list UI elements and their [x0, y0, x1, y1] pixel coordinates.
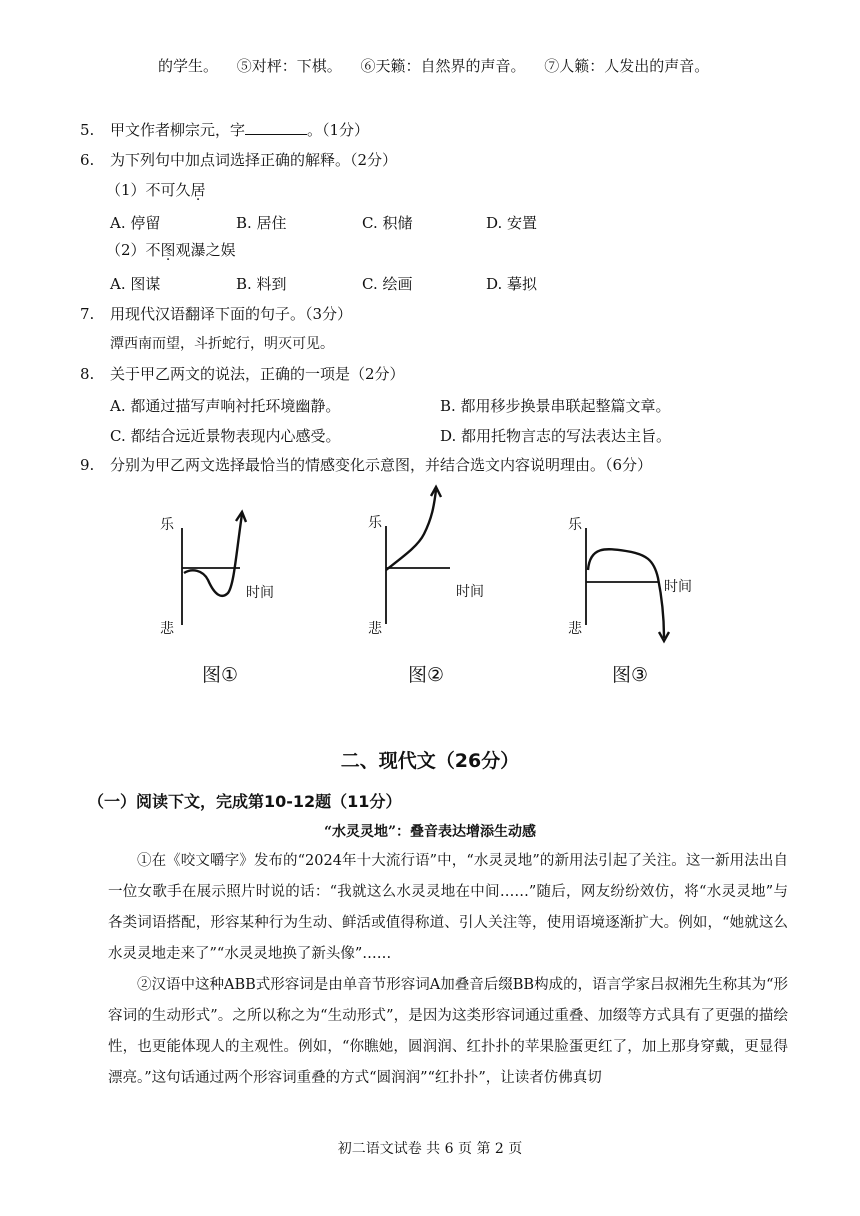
y-top-label: 乐	[160, 517, 174, 533]
emotion-graph-3[interactable]	[546, 500, 716, 690]
footnote-line: 的学生。 ⑤对枰：下棋。 ⑥天籁：自然界的声音。 ⑦人籁：人发出的声音。	[158, 57, 710, 75]
y-bottom-label: 悲	[160, 621, 174, 637]
subquestion-text: （2）不	[106, 241, 161, 259]
graph-caption: 图②	[408, 664, 445, 686]
article-title: “水灵灵地”：叠音表达增添生动感	[323, 824, 537, 840]
graph-caption: 图③	[612, 664, 649, 686]
question-number: 7.	[80, 305, 95, 323]
graph-caption: 图①	[202, 664, 239, 686]
question-text: 甲文作者柳宗元，字	[110, 121, 246, 139]
dotted-word: 图	[160, 241, 176, 259]
option-b[interactable]: B. 都用移步换景串联起整篇文章。	[440, 397, 671, 415]
emotion-curve	[588, 549, 664, 638]
translate-sentence: 潭西南而望，斗折蛇行，明灭可见。	[110, 336, 334, 352]
question-number: 5.	[80, 121, 95, 139]
question-score: 。（1分）	[307, 121, 370, 139]
option-c[interactable]: C. 积储	[362, 214, 413, 232]
subquestion-6-1	[106, 180, 206, 200]
x-label: 时间	[246, 585, 274, 601]
y-bottom-label: 悲	[568, 621, 582, 637]
emotion-graph-2[interactable]	[346, 484, 516, 690]
question-text: 分别为甲乙两文选择最恰当的情感变化示意图，并结合选文内容说明理由。（6分）	[110, 456, 653, 474]
question-number: 9.	[80, 456, 95, 474]
option-c[interactable]: C. 绘画	[362, 275, 413, 293]
question-5	[80, 120, 369, 140]
option-a[interactable]: A. 都通过描写声响衬托环境幽静。	[110, 397, 341, 415]
option-a[interactable]: A. 图谋	[110, 275, 161, 293]
question-6	[80, 150, 397, 170]
y-top-label: 乐	[568, 517, 582, 533]
subquestion-text: 观瀑之娱	[175, 241, 236, 259]
emotion-curve	[184, 514, 242, 596]
section-title: 二、现代文（26分）	[340, 750, 520, 772]
y-bottom-label: 悲	[368, 621, 382, 637]
emotion-graph-1[interactable]	[140, 500, 300, 690]
question-text: 为下列句中加点词选择正确的解释。（2分）	[110, 151, 398, 169]
option-d[interactable]: D. 安置	[486, 214, 538, 232]
dotted-word: 居	[190, 181, 206, 199]
option-a[interactable]: A. 停留	[110, 214, 161, 232]
question-8	[80, 364, 405, 384]
page-footer: 初二语文试卷 共 6 页 第 2 页	[337, 1141, 523, 1157]
question-number: 8.	[80, 365, 95, 383]
question-text: 用现代汉语翻译下面的句子。（3分）	[110, 305, 353, 323]
option-c[interactable]: C. 都结合远近景物表现内心感受。	[110, 427, 341, 445]
question-number: 6.	[80, 151, 95, 169]
article-paragraph-2: ②汉语中这种ABB式形容词是由单音节形容词A加叠音后缀BB构成的，语言学家吕叔湘先生称其为“形容词的生动形式”。之所以称之为“生动形式”，是因为这类形容词通过重叠、加缀等方式具有了更强的描绘性，也更能体现人的主观性。例如，“你瞧她，圆润润、红扑扑的苹果脸蛋更红了，加上那身穿戴，更显得漂亮。”这句话通过两个形容词重叠的方式“圆润润”“红扑扑”，让读者仿佛真切	[108, 977, 788, 1086]
emotion-curve	[386, 490, 436, 570]
subsection-title: （一）阅读下文，完成第10-12题（11分）	[88, 792, 402, 811]
option-b[interactable]: B. 居住	[236, 214, 287, 232]
answer-blank[interactable]	[245, 120, 307, 135]
option-b[interactable]: B. 料到	[236, 275, 287, 293]
question-text: 关于甲乙两文的说法，正确的一项是（2分）	[110, 365, 405, 383]
article-paragraph-1: ①在《咬文嚼字》发布的“2024年十大流行语”中，“水灵灵地”的新用法引起了关注。这一新用法出自一位女歌手在展示照片时说的话：“我就这么水灵灵地在中间……”随后，网友纷纷效仿，将“水灵灵地”与各类词语搭配，形容某种行为生动、鲜活或值得称道、引人关注等，使用语境逐渐扩大。例如，“她就这么水灵灵地走来了”“水灵灵地换了新头像”……	[108, 853, 788, 962]
question-7	[80, 304, 352, 324]
x-label: 时间	[456, 584, 484, 600]
y-top-label: 乐	[368, 515, 382, 531]
subquestion-6-2	[106, 240, 236, 260]
subquestion-text: （1）不可久	[106, 181, 191, 199]
option-d[interactable]: D. 都用托物言志的写法表达主旨。	[440, 427, 672, 445]
option-d[interactable]: D. 摹拟	[486, 275, 538, 293]
x-label: 时间	[664, 579, 692, 595]
question-9	[80, 455, 652, 475]
